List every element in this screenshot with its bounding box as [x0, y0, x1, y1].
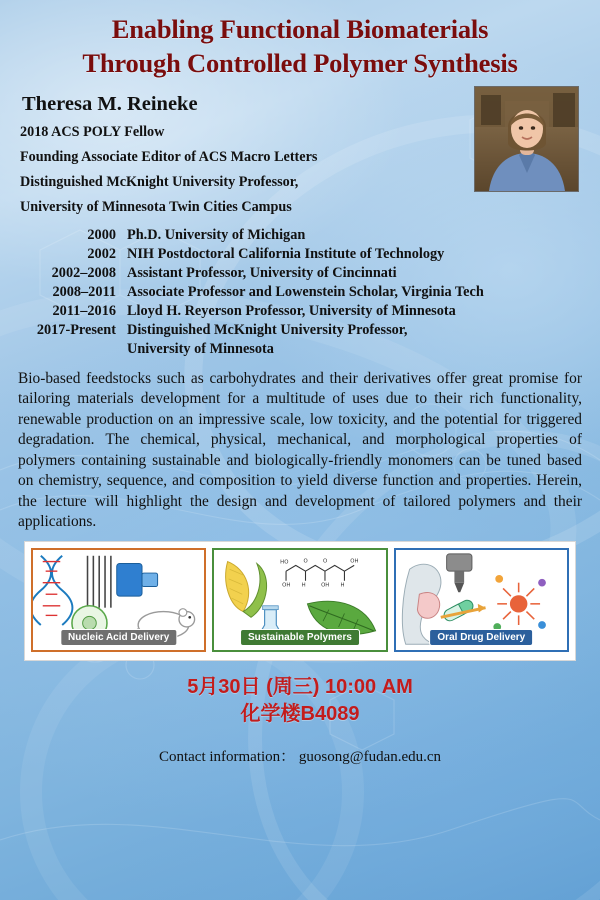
cv-row — [14, 321, 586, 340]
cv-list — [14, 226, 586, 359]
cv-year: 2017-Present — [36, 321, 116, 338]
svg-text:OH: OH — [321, 582, 330, 589]
figure-caption: Nucleic Acid Delivery — [60, 629, 177, 646]
abstract-text: Bio-based feedstocks such as carbohydrates and their derivatives offer great promise for tailoring materials development for a multitude of uses due to their rich functionality, renewable production on an impressive scale, low toxicity, and the potential for triggered degradation. The chemical, physical, mechanical, and morphological properties of polymers containing sustainable and biologically-friendly monomers can be tuned based on chemistry, sequence, and composition to yield diverse function and properties. Herein, the lecture will highlight the design and development of tailored polymers and their applications. — [18, 369, 582, 531]
cv-text: Associate Professor and Lowenstein Scholar, Virginia Tech — [127, 283, 484, 300]
speaker-portrait — [474, 86, 579, 192]
svg-text:H: H — [340, 582, 345, 589]
svg-text:OH: OH — [282, 582, 291, 589]
svg-text:O: O — [323, 558, 328, 564]
cv-text: Assistant Professor, University of Cincinnati — [127, 264, 397, 281]
cv-text: Lloyd H. Reyerson Professor, University of Minnesota — [127, 302, 456, 319]
figure-caption: Sustainable Polymers — [240, 629, 360, 646]
poster-title — [14, 0, 586, 81]
credential-line: Distinguished McKnight University Professor, — [20, 174, 299, 191]
credential-line: 2018 ACS POLY Fellow — [20, 123, 165, 140]
cv-row — [14, 264, 586, 283]
speaker-block — [14, 93, 586, 215]
cv-text: Distinguished McKnight University Professor, — [127, 321, 408, 338]
contact-info: Contact information： guosong@fudan.edu.cn — [158, 748, 442, 765]
event-location: 化学楼B4089 — [240, 702, 360, 725]
cv-row — [14, 302, 586, 321]
figure-caption: Oral Drug Delivery — [429, 629, 533, 646]
cv-text: NIH Postdoctoral California Institute of Technology — [127, 245, 445, 262]
cv-text: Ph.D. University of Michigan — [127, 226, 306, 243]
cv-year: 2011–2016 — [52, 302, 116, 319]
cv-continuation: University of Minnesota — [127, 340, 274, 357]
svg-text:O: O — [303, 558, 309, 564]
cv-row — [14, 245, 586, 264]
cv-year: 2008–2011 — [52, 283, 116, 300]
cv-year: 2002–2008 — [51, 264, 116, 281]
event-datetime — [14, 674, 586, 728]
event-date-time: 5月30日 (周三) 10:00 AM — [187, 675, 413, 698]
title-line-1: Enabling Functional Biomaterials — [111, 14, 489, 44]
cv-year: 2000 — [87, 226, 116, 243]
svg-text:HO: HO — [280, 558, 289, 565]
figure-nucleic-acid-delivery — [31, 548, 206, 652]
cv-row — [14, 283, 586, 302]
figure-sustainable-polymers — [212, 548, 387, 652]
svg-text:H: H — [301, 582, 306, 589]
speaker-name: Theresa M. Reineke — [22, 92, 198, 115]
cv-year: 2002 — [87, 245, 116, 262]
cv-row — [14, 226, 586, 245]
svg-text:OH: OH — [350, 558, 359, 564]
figure-strip — [24, 541, 576, 661]
credential-line: Founding Associate Editor of ACS Macro Letters — [20, 149, 318, 166]
title-line-2: Through Controlled Polymer Synthesis — [82, 47, 518, 78]
figure-oral-drug-delivery — [394, 548, 569, 652]
credential-line: University of Minnesota Twin Cities Campus — [20, 199, 292, 216]
